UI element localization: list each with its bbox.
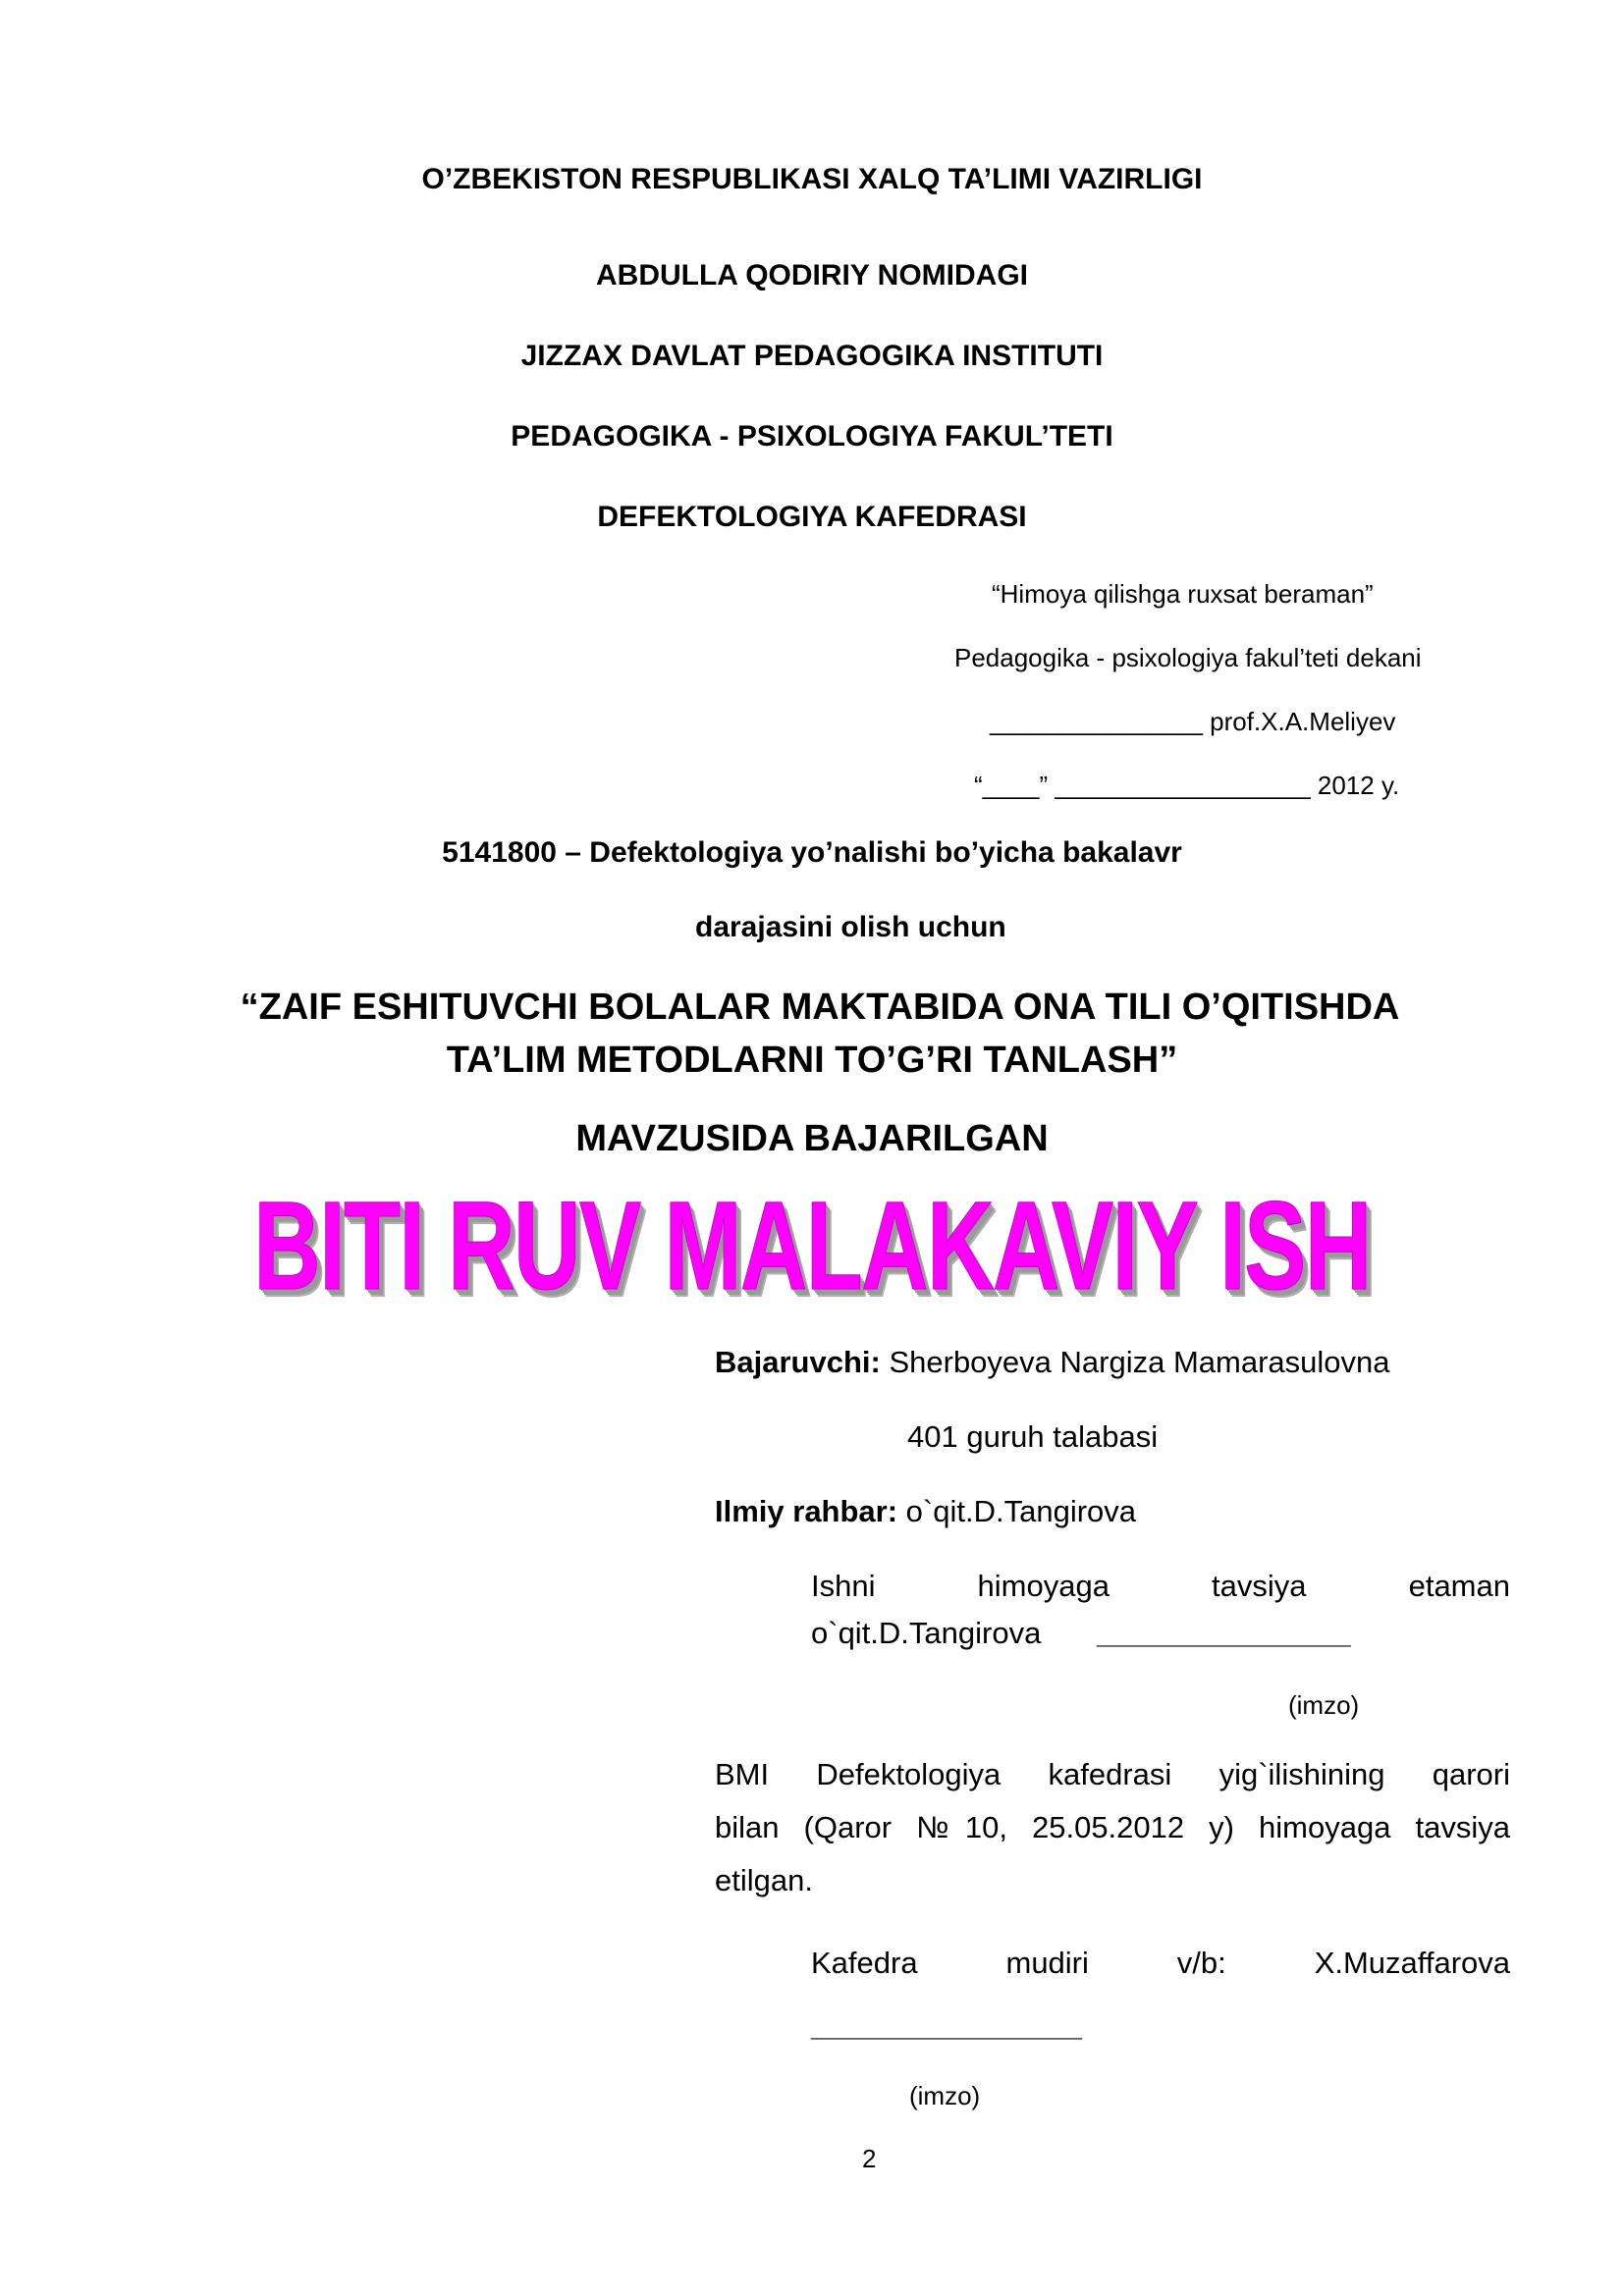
head-of-dept-line: Kafedra mudiri v/b: X.Muzaffarova [811,1946,1510,1980]
author-name: Sherboyeva Nargiza Mamarasulovna [880,1345,1390,1379]
recommend-imzo: (imzo) [1288,1690,1360,1720]
wordart-title-text: BITI RUV MALAKAVIY ISH [253,1176,1371,1316]
department-heading: DEFEKTOLOGIYA KAFEDRASI [597,501,1027,533]
recommend-name: o`qit.D.Tangirova [811,1616,1042,1650]
degree-line-2: darajasini olish uchun [695,911,1006,943]
approval-line-1: “Himoya qilishga ruxsat beraman” [992,579,1374,609]
recommend-signature-line: _______________ [1096,1616,1351,1650]
approval-line-4: “____” __________________ 2012 y. [974,771,1400,800]
wordart-title [0,1174,1624,1318]
supervisor-label: Ilmiy rahbar: [715,1494,898,1528]
author-label: Bajaruvchi: [715,1345,881,1379]
topic-line-3: MAVZUSIDA BAJARILGAN [575,1118,1049,1159]
approval-line-3: _______________ prof.X.A.Meliyev [990,707,1396,736]
decision-line-3: etilgan. [715,1863,813,1897]
author-line [715,1345,1390,1380]
faculty-heading: PEDAGOGIKA - PSIXOLOGIYA FAKUL’TETI [511,420,1113,453]
ministry-heading: O’ZBEKISTON RESPUBLIKASI XALQ TA’LIMI VAZIRLIGI [421,163,1203,195]
decision-line-2: bilan (Qaror №10, 25.05.2012 y) himoyaga tavsiya [715,1810,1510,1844]
supervisor-line [715,1494,1136,1529]
author-group: 401 guruh talabasi [907,1419,1159,1454]
degree-line-1: 5141800 – Defektologiya yo’nalishi bo’yicha bakalavr [442,836,1182,869]
institute-heading: JIZZAX DAVLAT PEDAGOGIKA INSTITUTI [520,340,1104,372]
head-of-dept-signature-line: ________________ [811,2008,1082,2043]
topic-line-2: TA’LIM METODLARNI TO’G’RI TANLASH” [446,1040,1178,1081]
page-number: 2 [862,2144,877,2173]
recommend-line-2 [811,1616,1351,1651]
supervisor-name: o`qit.D.Tangirova [897,1494,1137,1528]
head-of-dept-imzo: (imzo) [909,2081,981,2110]
approval-line-2: Pedagogika - psixologiya fakul’teti dekani [954,643,1422,672]
topic-line-1: “ZAIF ESHITUVCHI BOLALAR MAKTABIDA ONA TILI O’QITISHDA [240,987,1400,1028]
decision-line-1: BMI Defektologiya kafedrasi yig`ilishining qarori [715,1757,1510,1791]
named-heading: ABDULLA QODIRIY NOMIDAGI [596,259,1028,292]
recommend-line-1: Ishni himoyaga tavsiya etaman [811,1569,1510,1603]
